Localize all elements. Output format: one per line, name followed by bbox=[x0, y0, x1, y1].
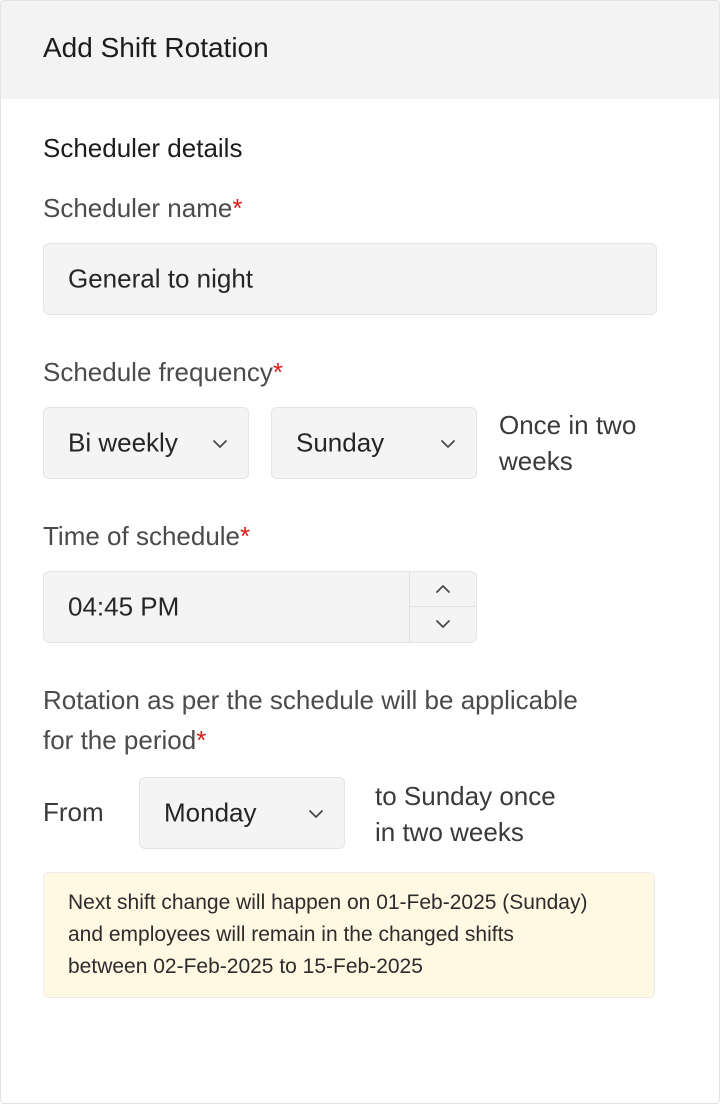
required-mark: * bbox=[196, 725, 207, 755]
required-mark: * bbox=[240, 521, 251, 551]
time-of-schedule-label bbox=[43, 521, 250, 552]
scheduler-name-label bbox=[43, 193, 242, 224]
chevron-down-icon bbox=[212, 439, 228, 449]
day-select[interactable] bbox=[271, 407, 477, 479]
schedule-frequency-label-text: Schedule frequency bbox=[43, 357, 273, 387]
day-select-value: Sunday bbox=[296, 427, 385, 458]
period-label-line2-text: for the period bbox=[43, 725, 197, 755]
scheduler-name-input[interactable] bbox=[43, 243, 657, 315]
time-of-schedule-label-text: Time of schedule bbox=[43, 521, 241, 551]
from-day-value: Monday bbox=[164, 797, 257, 828]
frequency-select[interactable] bbox=[43, 407, 249, 479]
schedule-frequency-label bbox=[43, 357, 283, 388]
time-decrement-button[interactable] bbox=[410, 607, 476, 641]
note-line-3: between 02-Feb-2025 to 15-Feb-2025 bbox=[68, 955, 423, 978]
required-mark: * bbox=[232, 193, 243, 223]
chevron-down-icon bbox=[435, 619, 451, 629]
page-title: Add Shift Rotation bbox=[43, 32, 269, 63]
time-stepper bbox=[409, 572, 476, 642]
note-line-1: Next shift change will happen on 01-Feb-2025 (Sunday) bbox=[68, 891, 588, 914]
required-mark: * bbox=[272, 357, 283, 387]
period-label-line2 bbox=[43, 725, 206, 756]
note-line-2: and employees will remain in the changed shifts bbox=[68, 923, 514, 946]
from-label: From bbox=[43, 797, 104, 827]
chevron-down-icon bbox=[440, 439, 456, 449]
time-input[interactable] bbox=[43, 571, 477, 643]
time-value: 04:45 PM bbox=[68, 591, 180, 622]
period-helper-line2: in two weeks bbox=[375, 817, 524, 847]
section-title: Scheduler details bbox=[43, 133, 243, 163]
from-day-select[interactable] bbox=[139, 777, 345, 849]
scheduler-name-value: General to night bbox=[68, 263, 254, 294]
scheduler-name-label-text: Scheduler name bbox=[43, 193, 233, 223]
panel-header bbox=[1, 1, 719, 99]
period-label-line1: Rotation as per the schedule will be applicable bbox=[43, 685, 578, 715]
next-shift-change-note bbox=[43, 872, 655, 998]
frequency-select-value: Bi weekly bbox=[68, 427, 178, 458]
time-increment-button[interactable] bbox=[410, 572, 476, 607]
chevron-up-icon bbox=[435, 584, 451, 594]
chevron-down-icon bbox=[308, 809, 324, 819]
frequency-helper-text: Once in two weeks bbox=[499, 410, 637, 476]
period-helper-line1: to Sunday once bbox=[375, 781, 556, 811]
